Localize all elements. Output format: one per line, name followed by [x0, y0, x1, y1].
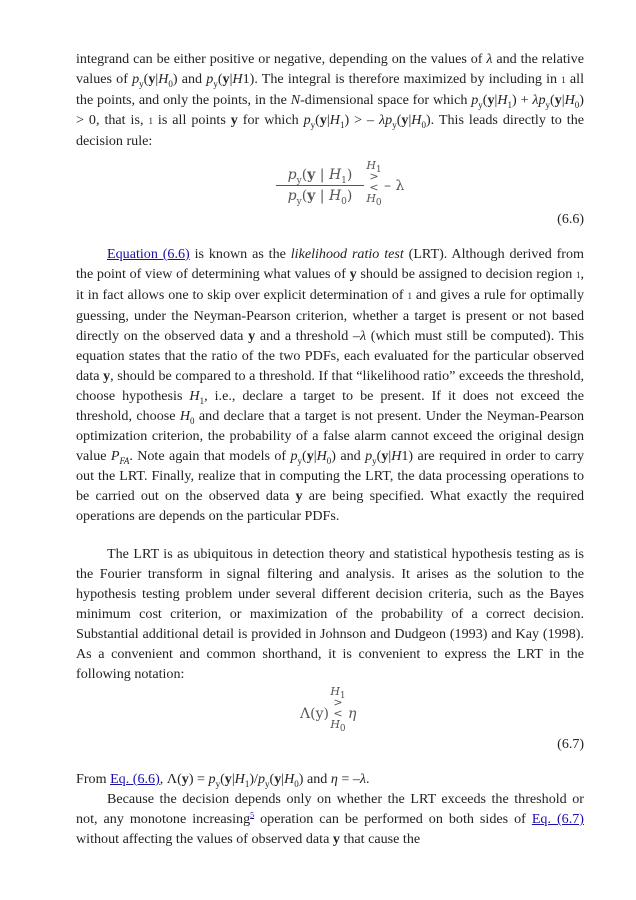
- eq-6-6-link[interactable]: Eq. (6.6): [110, 771, 160, 787]
- paragraph-monotone: Because the decision depends only on whether the LRT exceeds the threshold or not, any monotone increasing$^5$ operation can be performed on both sides of Eq. (6.7) without affecting the values of observed data y that cause the: [76, 791, 584, 847]
- eq67-lhs: Λ(y): [300, 706, 329, 722]
- eq66-denominator: $p_y(y$ | $H_0$): [287, 188, 353, 207]
- footnote-5-link[interactable]: 5: [250, 810, 255, 820]
- paragraph-lrt: Equation (6.6) is known as the likelihood ratio test (LRT). Although derived from the point of view of determining what values of y should be assigned to decision region 1, it in fact allows one to skip over explicit determination of 1 and gives a rule for optimally guessing, under the Neyman-Pearson criterion, whether a target is present or not based directly on the observed data y and a threshold –λ (which must still be computed). This equation states that the ratio of the two PDFs, each evaluated for the particular observed data y, should be compared to a threshold. If that “likelihood ratio” exceeds the threshold, choose hypothesis $H_1$, i.e., declare a target to be present. If it does not exceed the threshold, choose $H_0$ and declare that a target is not present. Under the Neyman-Pearson optimization criterion, the probability of a false alarm cannot exceed the original design value $P_{FA}$. Note again that models of $p_y(y|H_0)$ and $p_y(y|H1)$ are required in order to carry out the LRT. Finally, realize that in computing the LRT, the data processing operations to be carried out on the observed data y are being specified. What exactly the required operations are depends on the particular PDFs.: [76, 246, 585, 524]
- paragraph-from-eq: From Eq. (6.6), $\Lambda(y) = p_y(y|H_1)/p_y(y|H_0)$ and η = –λ.: [76, 771, 370, 789]
- equation-6-6: [276, 160, 416, 216]
- equation-6-7: [300, 686, 380, 740]
- eq66-rhs: – λ: [384, 178, 405, 194]
- equation-6-6-link[interactable]: Equation (6.6): [107, 246, 190, 262]
- equation-number-6-7: (6.7): [557, 737, 584, 752]
- eq67-rhs: η: [348, 706, 357, 722]
- eq67-relation: $H_1$ > < $H_0$: [330, 685, 346, 735]
- paragraph-ubiquitous: The LRT is as ubiquitous in detection theory and statistical hypothesis testing as is the Fourier transform in signal filtering and analysis. It arises as the solution to the hypothesis testing problem under several different decision criteria, such as the Bayes minimum cost criterion, or maximization of the probability of a correct decision. Substantial additional detail is provided in Johnson and Dudgeon (1993) and Kay (1998). As a convenient and common shorthand, it is convenient to express the LRT in the following notation:: [76, 546, 584, 682]
- eq66-relation: $H_1$ > < $H_0$: [366, 159, 382, 209]
- eq66-fraction: [276, 166, 364, 205]
- eq-6-7-link[interactable]: Eq. (6.7): [531, 811, 584, 827]
- equation-number-6-6: (6.6): [557, 212, 584, 227]
- eq66-numerator: $p_y(y$ | $H_1$): [287, 167, 353, 186]
- paragraph-integrand: integrand can be either positive or negative, depending on the values of λ and the relative values of $p_y(y|H_0)$ and $p_y(y|H1)$. The integral is therefore maximized by including in 1 all the points, and only the points, in the N-dimensional space for which $p_y(y|H_1) + \lambda p_y(y|H_0) > 0$, that is, 1 is all points y for which $p_y(y|H_1)$ > – $\lambda p_y(y|H_0)$. This leads directly to the decision rule:: [76, 51, 584, 149]
